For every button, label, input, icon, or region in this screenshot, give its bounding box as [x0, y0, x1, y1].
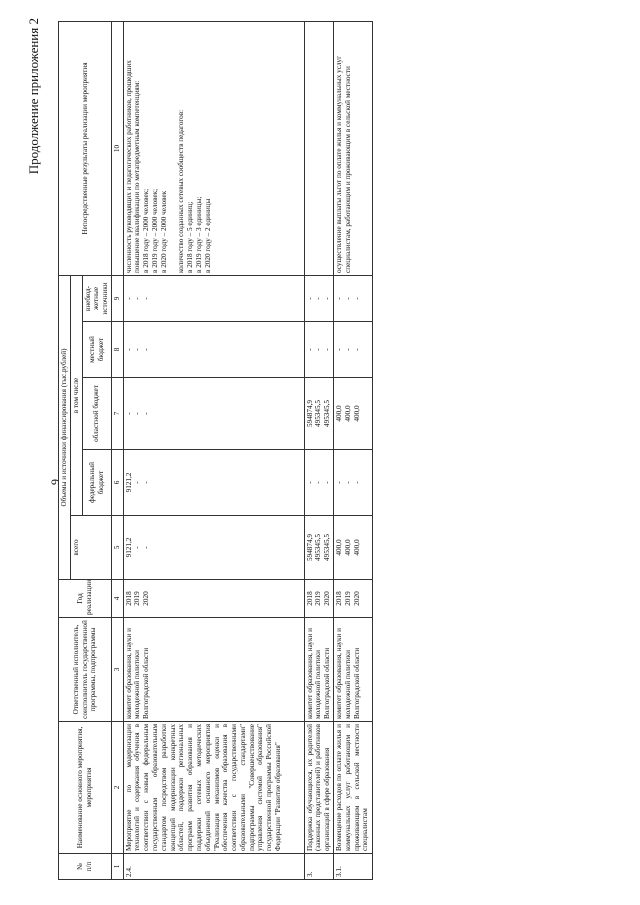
page-number: 9 — [48, 479, 62, 485]
row-total: 594874,9 495345,5 495345,5 — [304, 516, 333, 580]
header-responsible: Ответственный исполнитель, соисполнитель государственной программы, подпрограммы — [59, 618, 112, 722]
row-years: 2018 2019 2020 — [334, 580, 373, 618]
row-local: - - - — [304, 322, 333, 378]
row-responsible: комитет образования, науки и молодежной политики Волгоградской области — [334, 618, 373, 722]
row-num: 2.4. — [123, 854, 304, 880]
row-extra: - - - — [123, 275, 304, 321]
header-federal: федеральный бюджет — [82, 450, 111, 516]
row-regional: 400,0 400,0 400,0 — [334, 378, 373, 450]
row-regional: 594874,9 495345,5 495345,5 — [304, 378, 333, 450]
row-total: 400,0 400,0 400,0 — [334, 516, 373, 580]
col-number: 5 — [111, 516, 123, 580]
row-regional: - - - — [123, 378, 304, 450]
table-row — [123, 21, 304, 879]
row-years: 2018 2019 2020 — [123, 580, 304, 618]
col-number: 2 — [111, 722, 123, 854]
header-local: местный бюджет — [82, 322, 111, 378]
table-row — [304, 21, 333, 879]
row-name: Поддержка обучающихся, их родителей (законных представителей) и работников организаций в сфере образования — [304, 722, 333, 854]
header-regional: областной бюджет — [82, 378, 111, 450]
table-row — [334, 21, 373, 879]
row-num: 3.1. — [334, 854, 373, 880]
financing-table — [58, 21, 373, 880]
row-total: 9121,2 - - — [123, 516, 304, 580]
header-year: Год реализации — [59, 580, 112, 618]
row-federal: - - - — [334, 450, 373, 516]
row-num: 3. — [304, 854, 333, 880]
header-name: Наименование основного мероприятия, мероприятия — [59, 722, 112, 854]
col-number: 3 — [111, 618, 123, 722]
header-num: № п/п — [59, 854, 112, 880]
col-number: 9 — [111, 275, 123, 321]
col-number: 8 — [111, 322, 123, 378]
row-federal: 9121,2 - - — [123, 450, 304, 516]
header-including: в том числе — [70, 275, 82, 515]
row-results — [304, 21, 333, 275]
row-name: Возмещение расходов по оплате жилья и коммунальных услуг работающим и проживающим в сельской местности специалистам — [334, 722, 373, 854]
row-name: Мероприятие по модернизации технологий и содержания обучения в соответствии с новым федеральным государственным образовательным стандартом посредством разработки концепций модернизации конкретных областей, поддержки региональных программ развития образования и поддержки сетевых методических объединений основного мероприятия "Реализация механизмов оценки и обеспечения качества образования в соответствии с государственными образовательными стандартами" подпрограммы "Совершенствование управления системой образования" государственной программы Российской Федерации "Развитие образования" — [123, 722, 304, 854]
row-responsible: комитет образования, науки и молодежной политики Волгоградской области — [123, 618, 304, 722]
row-extra: - - - — [304, 275, 333, 321]
col-number: 7 — [111, 378, 123, 450]
header-results: Непосредственные результаты реализации мероприятия — [59, 21, 112, 275]
continuation-title: Продолжение приложения 2 — [26, 18, 41, 175]
col-number: 1 — [111, 854, 123, 880]
header-total: всего — [70, 516, 111, 580]
row-responsible: комитет образования, науки и молодежной политики Волгоградской области — [304, 618, 333, 722]
row-local: - - - — [334, 322, 373, 378]
row-results: осуществление выплаты льгот по оплате жилья и коммунальных услуг специалистам, работающим и проживающим в сельской местности — [334, 21, 373, 275]
row-federal: - - - — [304, 450, 333, 516]
header-extra: внебюд-жетные источники — [82, 275, 111, 321]
row-years: 2018 2019 2020 — [304, 580, 333, 618]
header-volumes: Объемы и источники финансирования (тыс.рублей) — [59, 275, 71, 579]
row-extra: - - - — [334, 275, 373, 321]
col-number: 10 — [111, 21, 123, 275]
col-number: 6 — [111, 450, 123, 516]
row-local: - - - — [123, 322, 304, 378]
row-results: численность руководящих и педагогических работников, прошедших повышение квалификации по метапредметным компетенциям: в 2018 году – 2000 человек; в 2019 году – 2000 человек; в 2020 году – 2000 человек количество созданных сетевых сообществ педагогов: в 2018 году – 5 единиц; в 2019 году – 3 единицы; в 2020 году – 2 единицы — [123, 21, 304, 275]
col-number: 4 — [111, 580, 123, 618]
